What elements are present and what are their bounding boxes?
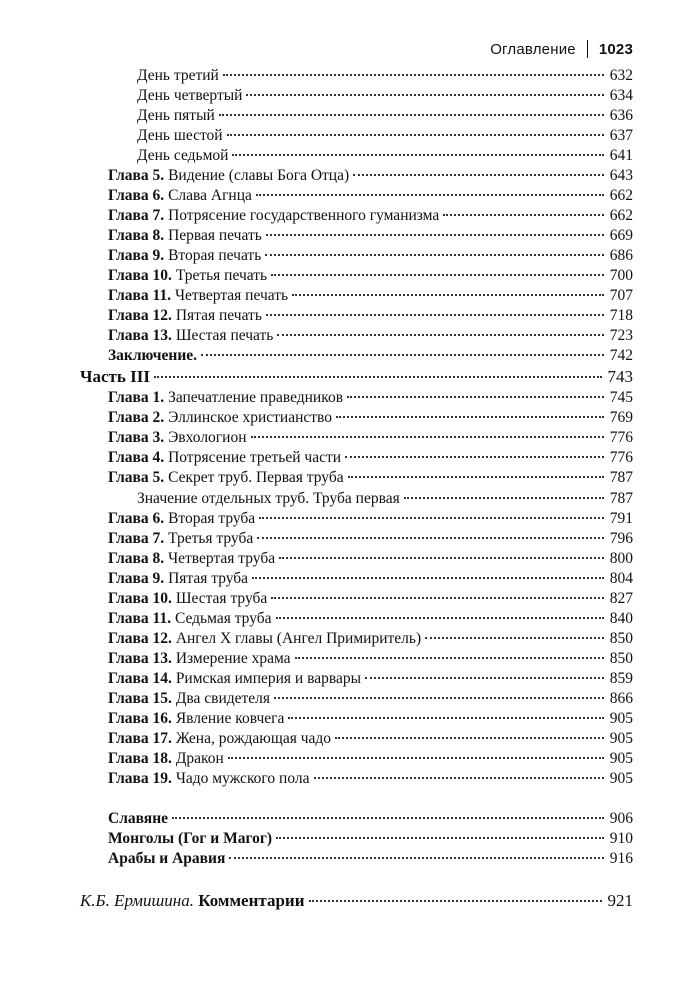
toc-entry-page: 641 — [609, 147, 633, 164]
dot-leader — [295, 657, 604, 659]
dot-leader — [228, 757, 604, 759]
toc-entry-page: 743 — [607, 367, 633, 386]
toc-entry-prefix: Глава 5. — [108, 469, 165, 486]
toc-entry — [108, 569, 633, 589]
toc-entry-author: К.Б. Ермишина. — [80, 891, 199, 910]
toc-entry-title: День четвертый — [137, 87, 243, 104]
toc-entry-prefix: Глава 15. — [108, 690, 172, 707]
toc-entry-title: Слава Агнца — [164, 187, 252, 204]
toc-entry-prefix: Славяне — [108, 810, 169, 827]
toc-entry-prefix: Монголы (Гог и Магог) — [108, 830, 273, 847]
toc-entry-page: 742 — [609, 347, 633, 364]
toc-entry-page: 662 — [609, 207, 633, 224]
toc-entry-label — [80, 891, 305, 911]
toc-entry-page: 776 — [609, 429, 633, 446]
toc-entry-page: 921 — [607, 891, 633, 910]
toc-entry-label — [108, 809, 168, 829]
toc-entry-title: День третий — [137, 67, 219, 84]
toc-entry — [108, 549, 633, 569]
toc-entry-label — [108, 428, 247, 448]
toc-entry-label — [108, 408, 332, 428]
toc-entry — [108, 166, 633, 186]
toc-entry-title: Два свидетеля — [171, 690, 271, 707]
toc-entry-prefix: Глава 10. — [108, 267, 172, 284]
toc-entry-page: 643 — [609, 167, 633, 184]
toc-entry — [108, 709, 633, 729]
toc-entry — [108, 388, 633, 408]
toc-entry-prefix: Глава 6. — [108, 510, 165, 527]
toc-entry-page: 840 — [609, 610, 633, 627]
toc-entry-page: 859 — [609, 670, 633, 687]
toc-entry — [108, 226, 633, 246]
toc-entry-prefix: Глава 11. — [108, 610, 172, 627]
toc-entry — [108, 829, 633, 849]
toc-entry-label — [108, 689, 270, 709]
dot-leader — [353, 174, 604, 176]
toc-entry — [108, 729, 633, 749]
toc-entry-page: 636 — [609, 107, 633, 124]
toc-entry — [108, 529, 633, 549]
toc-entry-label — [108, 186, 252, 206]
toc-entry-title: День шестой — [137, 127, 223, 144]
toc-entry-title: Чадо мужского пола — [171, 770, 310, 787]
toc-entry-label — [108, 669, 361, 689]
header-page-number: 1023 — [598, 40, 633, 58]
toc-entry — [108, 428, 633, 448]
dot-leader — [271, 274, 604, 276]
dot-leader — [201, 354, 604, 356]
toc-entry-page: 723 — [609, 327, 633, 344]
toc-entry — [80, 367, 633, 387]
toc-entry-page: 905 — [609, 750, 633, 767]
toc-entry-label — [108, 829, 272, 849]
toc-entry-page: 905 — [609, 730, 633, 747]
toc-entry — [137, 106, 633, 126]
toc-entry-label — [108, 629, 421, 649]
toc-entry-page: 916 — [609, 850, 633, 867]
toc-entry-title: Седьмая труба — [171, 610, 272, 627]
toc-entry-page: 906 — [609, 810, 633, 827]
toc-entry — [108, 589, 633, 609]
toc-entry-page: 910 — [609, 830, 633, 847]
toc-entry-prefix: Заключение. — [108, 347, 198, 364]
dot-leader — [345, 456, 604, 458]
toc-entry-label — [137, 66, 219, 86]
toc-entry-title: Измерение храма — [171, 650, 291, 667]
dot-leader — [257, 537, 604, 539]
toc-entry-page: 791 — [609, 510, 633, 527]
dot-leader — [266, 234, 604, 236]
toc-entry-label — [108, 468, 344, 488]
toc-entry-prefix: Глава 11. — [108, 287, 172, 304]
dot-leader — [276, 837, 604, 839]
toc-entry-prefix: Глава 8. — [108, 550, 165, 567]
header-divider — [587, 40, 588, 58]
toc-entry — [108, 408, 633, 428]
toc-entry-page: 637 — [609, 127, 633, 144]
toc-entry-title: Видение (славы Бога Отца) — [164, 167, 350, 184]
toc-entry-prefix: Глава 16. — [108, 710, 172, 727]
toc-entry-prefix: Комментарии — [198, 891, 305, 910]
dot-leader — [271, 597, 603, 599]
toc-entry-title: Потрясение третьей части — [164, 449, 342, 466]
toc-entry-page: 662 — [609, 187, 633, 204]
dot-leader — [265, 254, 603, 256]
toc-entry-prefix: Глава 5. — [108, 167, 165, 184]
toc-entry-label — [108, 206, 439, 226]
dot-leader — [277, 334, 603, 336]
toc-entry-page: 700 — [609, 267, 633, 284]
toc-entry-page: 804 — [609, 570, 633, 587]
toc-entry-prefix: Глава 18. — [108, 750, 172, 767]
toc-entry-title: Ангел X главы (Ангел Примиритель) — [171, 630, 422, 647]
toc-entry-prefix: Часть III — [80, 367, 150, 386]
toc-entry-prefix: Арабы и Аравия — [108, 850, 226, 867]
toc-entry-page: 800 — [609, 550, 633, 567]
toc-entry-page: 686 — [609, 247, 633, 264]
dot-leader — [314, 777, 604, 779]
toc-entry-prefix: Глава 10. — [108, 590, 172, 607]
toc-entry-prefix: Глава 13. — [108, 650, 172, 667]
toc-entry — [108, 346, 633, 366]
dot-leader — [229, 857, 603, 859]
dot-leader — [347, 396, 604, 398]
dot-leader — [404, 497, 604, 499]
dot-leader — [288, 717, 603, 719]
toc-entry-title: Пятая печать — [171, 307, 262, 324]
toc-entry-page: 769 — [609, 409, 633, 426]
toc-entry — [108, 286, 633, 306]
toc-entry-page: 776 — [609, 449, 633, 466]
toc-entry — [108, 509, 633, 529]
toc-entry-title: Четвертая труба — [164, 550, 276, 567]
toc-entry-prefix: Глава 3. — [108, 429, 165, 446]
toc-entry-label — [108, 729, 331, 749]
toc-entry — [108, 266, 633, 286]
toc-entry-title: Шестая труба — [171, 590, 268, 607]
toc-entry-title: Шестая печать — [171, 327, 274, 344]
toc-entry-prefix: Глава 14. — [108, 670, 172, 687]
toc-entry-page: 827 — [609, 590, 633, 607]
toc-entry-prefix: Глава 13. — [108, 327, 172, 344]
toc-entry-label — [108, 166, 349, 186]
toc-entry-label — [108, 306, 262, 326]
toc-entry-label — [108, 226, 262, 246]
toc-entry — [137, 146, 633, 166]
toc-entry-label — [137, 106, 215, 126]
toc-entry-label — [108, 286, 288, 306]
toc-entry-label — [108, 529, 253, 549]
toc-entry-label — [108, 509, 255, 529]
toc-entry-page: 745 — [609, 389, 633, 406]
dot-leader — [279, 557, 604, 559]
toc-entry-title: Вторая печать — [164, 247, 262, 264]
toc-entry — [108, 206, 633, 226]
toc-entry-page: 707 — [609, 287, 633, 304]
toc-entry — [137, 86, 633, 106]
toc-entry — [108, 769, 633, 789]
toc-entry-page: 718 — [609, 307, 633, 324]
toc-entry-page: 787 — [609, 490, 633, 507]
toc-entry-page: 634 — [609, 87, 633, 104]
toc-entry-label — [108, 649, 291, 669]
toc-entry — [108, 468, 633, 488]
toc-entry-title: Четвертая печать — [171, 287, 289, 304]
dot-leader — [266, 314, 604, 316]
toc-entry — [137, 489, 633, 509]
running-header — [490, 40, 633, 58]
dot-leader — [232, 154, 603, 156]
dot-leader — [425, 637, 604, 639]
toc-entry-title: Секрет труб. Первая труба — [164, 469, 344, 486]
toc-entry — [108, 629, 633, 649]
toc-entry-page: 850 — [609, 630, 633, 647]
toc-entry-page: 905 — [609, 710, 633, 727]
toc-entry-prefix: Глава 12. — [108, 630, 172, 647]
toc-entry-page: 669 — [609, 227, 633, 244]
toc-entry — [108, 246, 633, 266]
toc-entry-label — [137, 146, 228, 166]
dot-leader — [227, 134, 604, 136]
dot-leader — [172, 817, 604, 819]
toc-entry-label — [108, 769, 310, 789]
toc-entry-prefix: Глава 6. — [108, 187, 165, 204]
toc-entry-label — [108, 388, 343, 408]
toc-entry-prefix: Глава 9. — [108, 570, 165, 587]
toc-entry — [108, 809, 633, 829]
toc-entry-title: Дракон — [171, 750, 224, 767]
toc-entry-label — [108, 246, 261, 266]
toc-entry — [80, 891, 633, 911]
toc-entry — [108, 749, 633, 769]
toc-entry-label — [108, 266, 267, 286]
toc-entry-prefix: Глава 9. — [108, 247, 165, 264]
toc-entry-label — [108, 326, 273, 346]
toc-entry — [108, 326, 633, 346]
toc-entry-title: Римская империя и варвары — [171, 670, 361, 687]
toc-entry-label — [108, 549, 275, 569]
toc-entry-prefix: Глава 1. — [108, 389, 165, 406]
toc-entry-label — [108, 709, 284, 729]
dot-leader — [223, 74, 604, 76]
toc-entry-page: 787 — [609, 469, 633, 486]
toc-entry-label — [108, 749, 224, 769]
toc-entry-label — [108, 609, 272, 629]
toc-entry-label — [108, 448, 341, 468]
dot-leader — [348, 476, 604, 478]
toc-entry-title: Потрясение государственного гуманизма — [164, 207, 440, 224]
toc-entry-page: 850 — [609, 650, 633, 667]
dot-leader — [309, 900, 602, 902]
toc-entry-title: Пятая труба — [164, 570, 249, 587]
toc-entry-prefix: Глава 19. — [108, 770, 172, 787]
toc-entry-label — [108, 589, 267, 609]
toc-entry-prefix: Глава 4. — [108, 449, 165, 466]
toc-entry-title: Явление ковчега — [171, 710, 285, 727]
toc-entry-label — [137, 86, 242, 106]
toc-entry-title: Эвхологион — [164, 429, 247, 446]
toc-entry-page: 905 — [609, 770, 633, 787]
toc-entry-page: 796 — [609, 530, 633, 547]
toc-entry-prefix: Глава 2. — [108, 409, 165, 426]
dot-leader — [336, 416, 604, 418]
toc-entry-prefix: Глава 7. — [108, 530, 165, 547]
toc-entry-page: 632 — [609, 67, 633, 84]
toc-entry — [108, 186, 633, 206]
toc-entry-title: Вторая труба — [164, 510, 256, 527]
toc-entry-prefix: Глава 17. — [108, 730, 172, 747]
toc-entry — [108, 849, 633, 869]
dot-leader — [246, 94, 603, 96]
dot-leader — [292, 294, 604, 296]
toc-entry-title: Третья печать — [171, 267, 268, 284]
toc-entry-title: Жена, рождающая чадо — [171, 730, 332, 747]
toc-entry-label — [108, 346, 197, 366]
toc-entry-label — [80, 367, 150, 387]
dot-leader — [259, 517, 604, 519]
toc-entry-label — [137, 489, 400, 509]
toc-entry-title: День седьмой — [137, 147, 229, 164]
toc-entry-prefix: Глава 12. — [108, 307, 172, 324]
toc-entry-title: Первая печать — [164, 227, 262, 244]
toc-entry-prefix: Глава 8. — [108, 227, 165, 244]
dot-leader — [219, 114, 604, 116]
dot-leader — [365, 677, 604, 679]
toc-entry-prefix: Глава 7. — [108, 207, 165, 224]
toc-entry-label — [137, 126, 223, 146]
header-section: Оглавление — [490, 40, 576, 58]
toc-entry-title: Третья труба — [164, 530, 254, 547]
toc-entry-label — [108, 849, 225, 869]
toc-entry — [108, 448, 633, 468]
toc-entry — [108, 669, 633, 689]
toc-entry — [137, 66, 633, 86]
dot-leader — [154, 376, 602, 378]
toc-entry — [108, 689, 633, 709]
toc-entry-label — [108, 569, 248, 589]
toc-entry — [137, 126, 633, 146]
dot-leader — [276, 617, 604, 619]
dot-leader — [252, 577, 604, 579]
dot-leader — [274, 697, 604, 699]
toc-entry — [108, 306, 633, 326]
dot-leader — [251, 436, 604, 438]
dot-leader — [256, 194, 604, 196]
toc-entry — [108, 609, 633, 629]
toc-entry-title: Запечатление праведников — [164, 389, 344, 406]
toc-entry — [108, 649, 633, 669]
toc-entry-title: Значение отдельных труб. Труба первая — [137, 490, 400, 507]
dot-leader — [335, 737, 604, 739]
toc-entry-title: День пятый — [137, 107, 215, 124]
dot-leader — [443, 214, 603, 216]
toc-entry-title: Эллинское христианство — [164, 409, 333, 426]
toc-entry-page: 866 — [609, 690, 633, 707]
